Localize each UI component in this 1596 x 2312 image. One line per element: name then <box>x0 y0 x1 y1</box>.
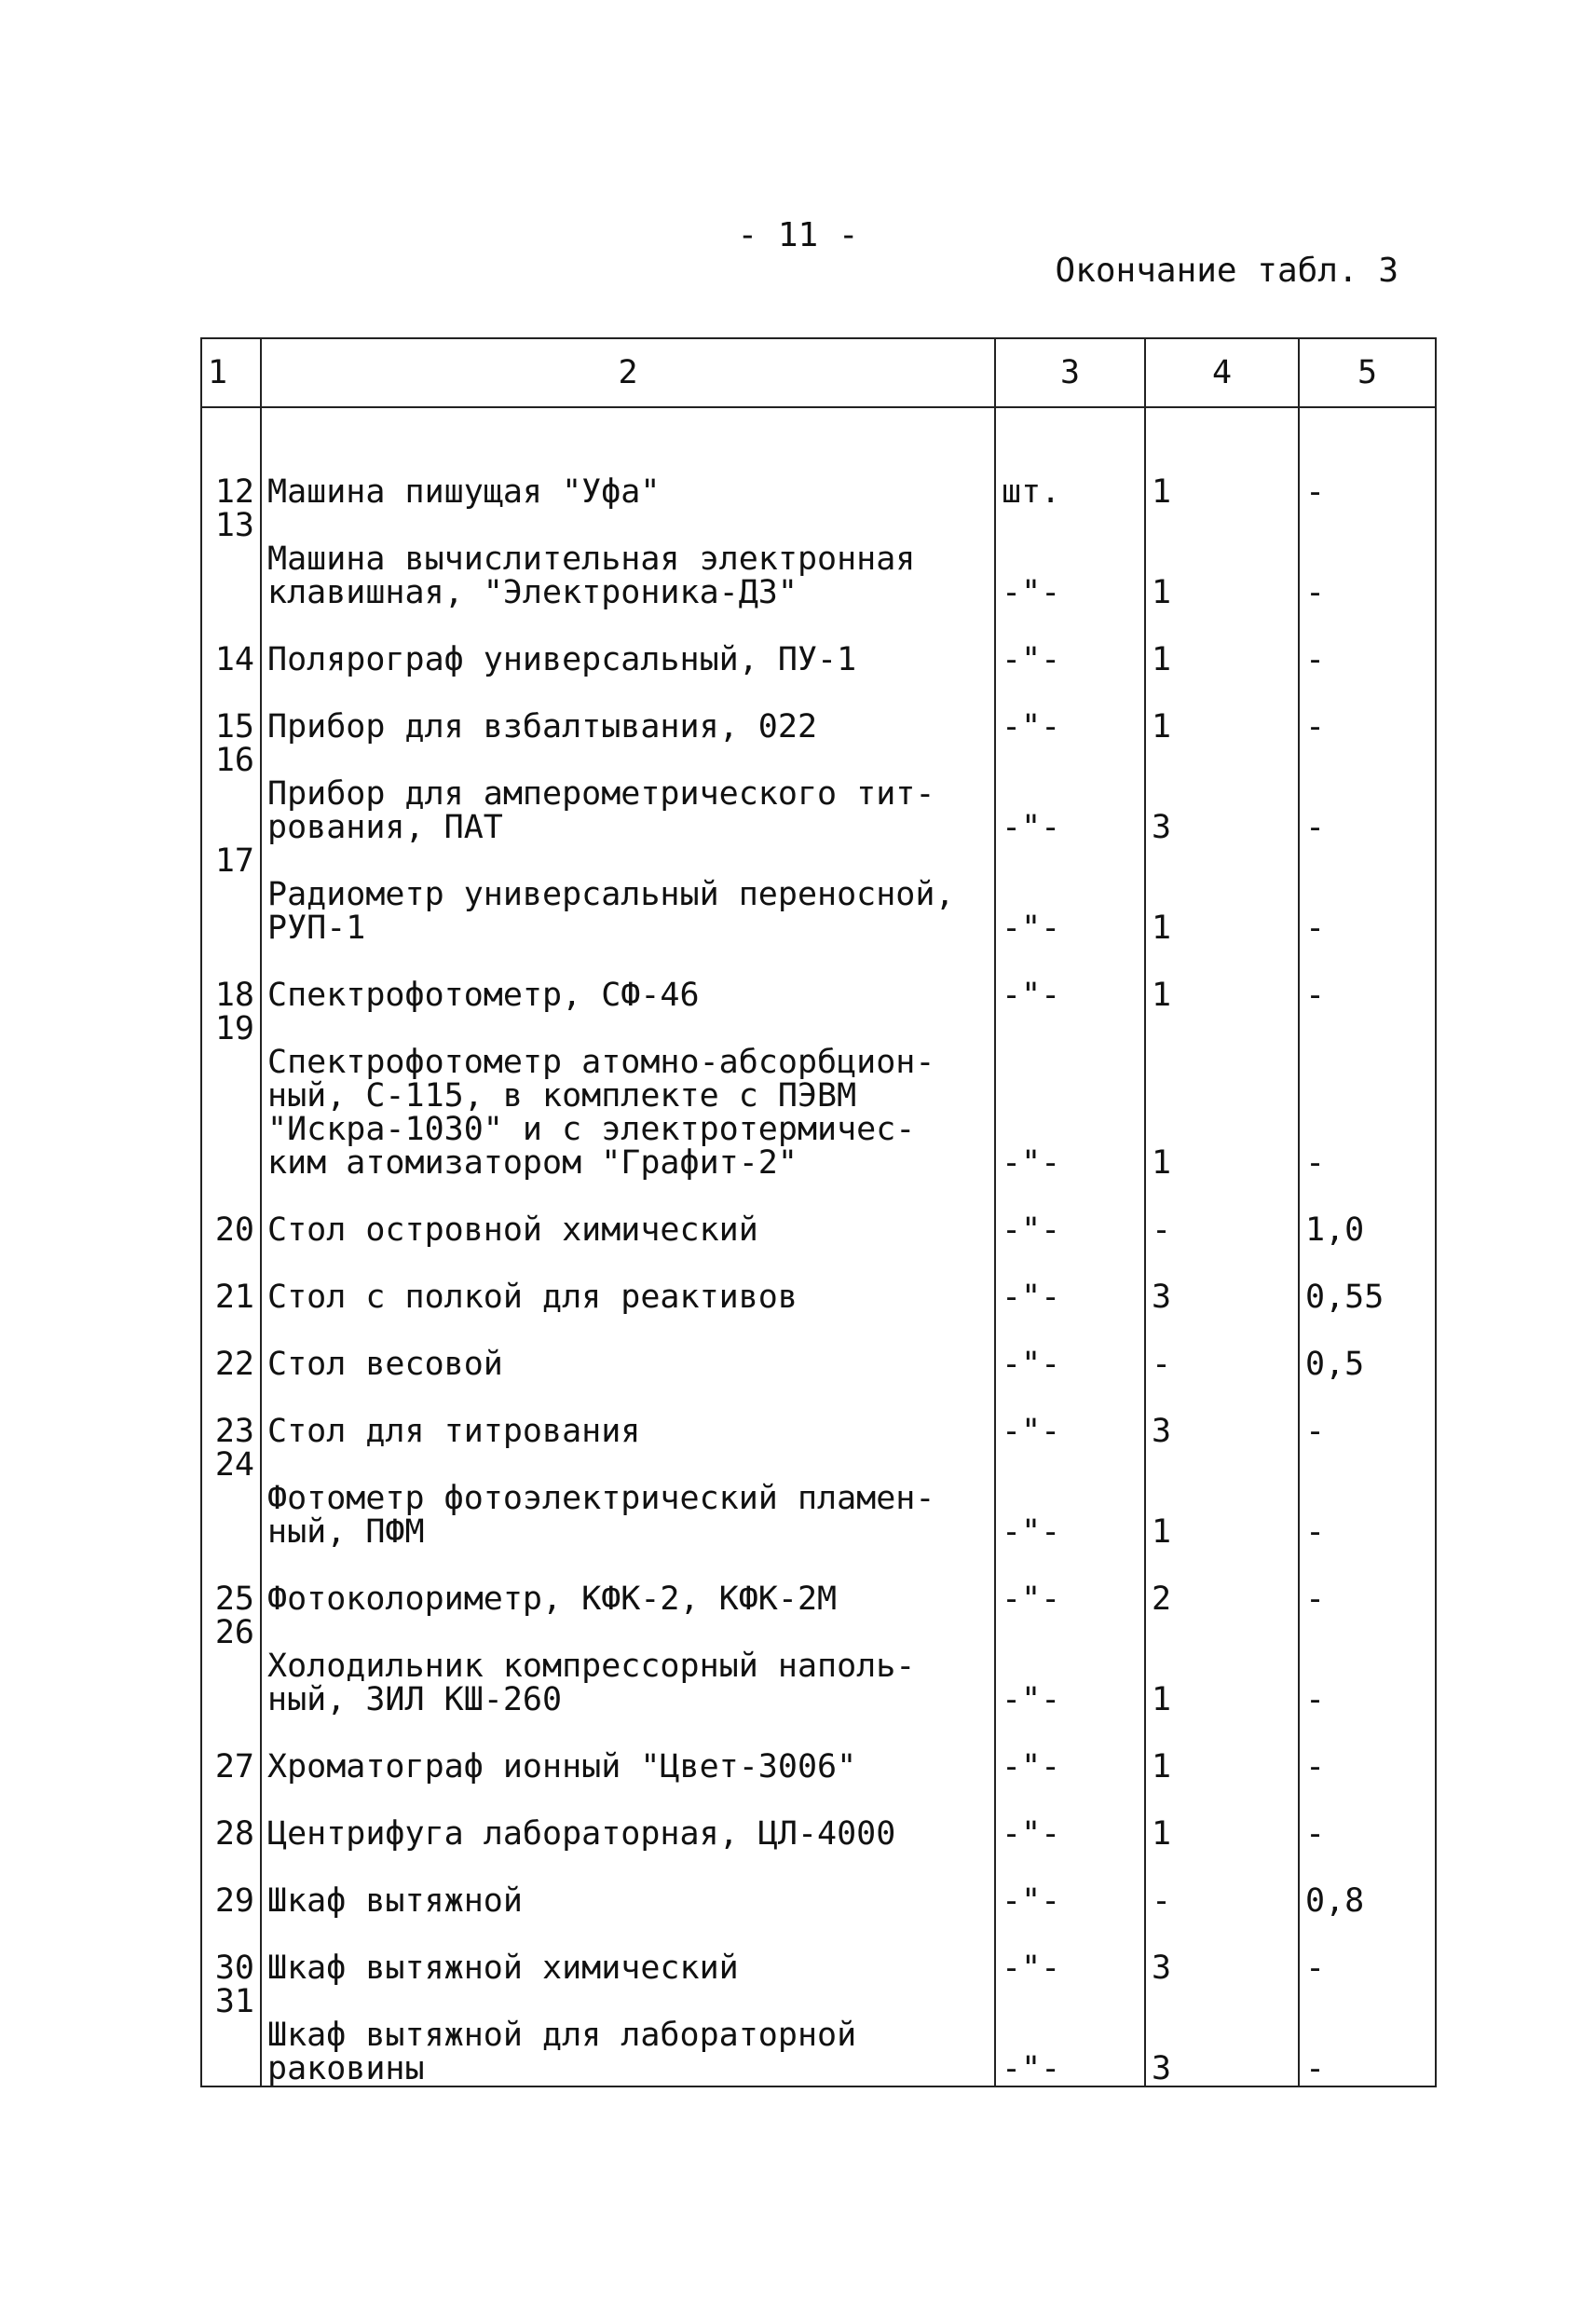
item-name <box>261 1918 995 1985</box>
item-name-line: РУП-1 <box>267 910 366 947</box>
item-name <box>261 1717 995 1784</box>
item-name-line: Прибор для амперометрического тит- <box>267 775 935 813</box>
unit-of-measure: -"- <box>995 1784 1145 1851</box>
item-name <box>261 1180 995 1247</box>
unit-of-measure: -"- <box>995 1314 1145 1381</box>
row-number: 31 <box>201 1985 261 2086</box>
table-row <box>201 1549 1436 1616</box>
item-name <box>261 744 995 844</box>
row-number: 14 <box>201 609 261 677</box>
item-name <box>261 677 995 744</box>
table-row <box>201 1985 1436 2086</box>
item-name-line: Машина вычислительная электронная <box>267 540 916 578</box>
item-name-line: "Искра-1030" и с электротермичес- <box>267 1111 916 1148</box>
unit-of-measure: -"- <box>995 1918 1145 1985</box>
row-number: 13 <box>201 509 261 609</box>
area-value: - <box>1299 744 1436 844</box>
unit-of-measure: -"- <box>995 1985 1145 2086</box>
quantity: 1 <box>1145 1616 1299 1717</box>
unit-of-measure: -"- <box>995 509 1145 609</box>
unit-of-measure: -"- <box>995 1717 1145 1784</box>
table-row <box>201 1717 1436 1784</box>
row-number: 29 <box>201 1851 261 1918</box>
item-name <box>261 844 995 945</box>
item-name-line: Центрифуга лабораторная, ЦЛ-4000 <box>267 1815 896 1853</box>
table-row <box>201 1851 1436 1918</box>
unit-of-measure: -"- <box>995 1247 1145 1314</box>
row-number: 22 <box>201 1314 261 1381</box>
item-name-line: Радиометр универсальный переносной, <box>267 876 955 913</box>
area-value: - <box>1299 1784 1436 1851</box>
row-number: 26 <box>201 1616 261 1717</box>
column-header-1: 1 <box>201 338 261 407</box>
area-value: - <box>1299 1549 1436 1616</box>
item-name-line: Стол весовой <box>267 1346 503 1383</box>
item-name-line: клавишная, "Электроника-ДЗ" <box>267 574 798 611</box>
item-name-line: Фотоколориметр, КФК-2, КФК-2М <box>267 1580 838 1618</box>
item-name <box>261 1851 995 1918</box>
spacer-cell <box>1145 407 1299 442</box>
quantity: - <box>1145 1180 1299 1247</box>
item-name-line: Машина пишущая "Уфа" <box>267 473 661 511</box>
item-name-line: ный, ПФМ <box>267 1513 425 1551</box>
column-header-3: 3 <box>995 338 1145 407</box>
table-row <box>201 1918 1436 1985</box>
area-value: - <box>1299 1717 1436 1784</box>
spacer-cell <box>261 407 995 442</box>
unit-of-measure: -"- <box>995 1549 1145 1616</box>
item-name <box>261 1247 995 1314</box>
table-row <box>201 609 1436 677</box>
item-name-line: Холодильник компрессорный наполь- <box>267 1648 916 1685</box>
item-name-line: Шкаф вытяжной для лабораторной <box>267 2017 857 2054</box>
area-value: - <box>1299 1448 1436 1549</box>
area-value: 0,55 <box>1299 1247 1436 1314</box>
item-name-line: раковины <box>267 2050 425 2087</box>
quantity: - <box>1145 1314 1299 1381</box>
item-name <box>261 1381 995 1448</box>
quantity: 1 <box>1145 609 1299 677</box>
table-row <box>201 1180 1436 1247</box>
row-number: 25 <box>201 1549 261 1616</box>
table-row <box>201 744 1436 844</box>
area-value: - <box>1299 844 1436 945</box>
row-number: 30 <box>201 1918 261 1985</box>
item-name <box>261 509 995 609</box>
quantity: 1 <box>1145 844 1299 945</box>
quantity: 1 <box>1145 1717 1299 1784</box>
table-row <box>201 1012 1436 1180</box>
area-value: - <box>1299 945 1436 1012</box>
table-row <box>201 844 1436 945</box>
quantity: 3 <box>1145 744 1299 844</box>
quantity: 2 <box>1145 1549 1299 1616</box>
table-row <box>201 1381 1436 1448</box>
quantity: 3 <box>1145 1247 1299 1314</box>
row-number: 24 <box>201 1448 261 1549</box>
table-row <box>201 509 1436 609</box>
column-header-2: 2 <box>261 338 995 407</box>
item-name-line: Спектрофотометр атомно-абсорбцион- <box>267 1044 935 1081</box>
unit-of-measure: -"- <box>995 1012 1145 1180</box>
row-number: 23 <box>201 1381 261 1448</box>
row-number: 16 <box>201 744 261 844</box>
unit-of-measure: -"- <box>995 844 1145 945</box>
row-number: 15 <box>201 677 261 744</box>
item-name-line: рования, ПАТ <box>267 809 503 846</box>
spacer-cell <box>201 407 261 442</box>
row-number: 21 <box>201 1247 261 1314</box>
item-name <box>261 1012 995 1180</box>
item-name-line: Полярограф универсальный, ПУ-1 <box>267 641 857 678</box>
unit-of-measure: -"- <box>995 1448 1145 1549</box>
area-value: - <box>1299 1918 1436 1985</box>
unit-of-measure: -"- <box>995 1381 1145 1448</box>
spacer-row <box>201 407 1436 442</box>
item-name-line: Шкаф вытяжной химический <box>267 1949 739 1987</box>
spacer-cell <box>995 407 1145 442</box>
quantity: 1 <box>1145 509 1299 609</box>
item-name-line: Стол с полкой для реактивов <box>267 1279 798 1316</box>
item-name <box>261 1314 995 1381</box>
quantity: 1 <box>1145 1448 1299 1549</box>
quantity: 1 <box>1145 442 1299 509</box>
area-value: 1,0 <box>1299 1180 1436 1247</box>
unit-of-measure: -"- <box>995 609 1145 677</box>
area-value: - <box>1299 442 1436 509</box>
item-name-line: ный, ЗИЛ КШ-260 <box>267 1681 563 1718</box>
row-number: 20 <box>201 1180 261 1247</box>
area-value: - <box>1299 1381 1436 1448</box>
item-name <box>261 1448 995 1549</box>
unit-of-measure: -"- <box>995 677 1145 744</box>
item-name <box>261 1985 995 2086</box>
unit-of-measure: -"- <box>995 1616 1145 1717</box>
row-number: 27 <box>201 1717 261 1784</box>
area-value: - <box>1299 1616 1436 1717</box>
row-number: 17 <box>201 844 261 945</box>
unit-of-measure: шт. <box>995 442 1145 509</box>
column-header-5: 5 <box>1299 338 1436 407</box>
table-row <box>201 677 1436 744</box>
area-value: - <box>1299 1985 1436 2086</box>
unit-of-measure: -"- <box>995 1180 1145 1247</box>
item-name <box>261 1784 995 1851</box>
item-name-line: Спектрофотометр, СФ-46 <box>267 977 700 1014</box>
table-body <box>201 407 1436 2086</box>
quantity: - <box>1145 1851 1299 1918</box>
quantity: 1 <box>1145 1012 1299 1180</box>
table-row <box>201 1247 1436 1314</box>
item-name-line: Стол островной химический <box>267 1211 758 1249</box>
item-name <box>261 442 995 509</box>
area-value: - <box>1299 1012 1436 1180</box>
table-row <box>201 1314 1436 1381</box>
unit-of-measure: -"- <box>995 1851 1145 1918</box>
item-name-line: Шкаф вытяжной <box>267 1882 523 1920</box>
table-row <box>201 1448 1436 1549</box>
row-number: 28 <box>201 1784 261 1851</box>
quantity: 3 <box>1145 1381 1299 1448</box>
column-header-4: 4 <box>1145 338 1299 407</box>
area-value: - <box>1299 509 1436 609</box>
item-name <box>261 1549 995 1616</box>
table-row <box>201 1784 1436 1851</box>
quantity: 1 <box>1145 677 1299 744</box>
item-name-line: ким атомизатором "Графит-2" <box>267 1144 798 1182</box>
area-value: 0,5 <box>1299 1314 1436 1381</box>
table-caption: Окончание табл. 3 <box>1055 252 1398 290</box>
item-name-line: ный, С-115, в комплекте с ПЭВМ <box>267 1077 857 1115</box>
table-row <box>201 945 1436 1012</box>
table-row <box>201 1616 1436 1717</box>
equipment-table <box>200 337 1437 2087</box>
area-value: - <box>1299 609 1436 677</box>
item-name-line: Стол для титрования <box>267 1413 641 1450</box>
area-value: 0,8 <box>1299 1851 1436 1918</box>
item-name-line: Хроматограф ионный "Цвет-3006" <box>267 1748 857 1785</box>
item-name <box>261 945 995 1012</box>
item-name-line: Прибор для взбалтывания, 022 <box>267 708 818 746</box>
quantity: 3 <box>1145 1985 1299 2086</box>
row-number: 19 <box>201 1012 261 1180</box>
page-number: - 11 - <box>737 216 859 254</box>
quantity: 1 <box>1145 1784 1299 1851</box>
unit-of-measure: -"- <box>995 945 1145 1012</box>
row-number: 12 <box>201 442 261 509</box>
unit-of-measure: -"- <box>995 744 1145 844</box>
quantity: 3 <box>1145 1918 1299 1985</box>
quantity: 1 <box>1145 945 1299 1012</box>
item-name-line: Фотометр фотоэлектрический пламен- <box>267 1480 935 1517</box>
header-row <box>201 338 1436 407</box>
area-value: - <box>1299 677 1436 744</box>
row-number: 18 <box>201 945 261 1012</box>
item-name <box>261 609 995 677</box>
item-name <box>261 1616 995 1717</box>
table-row <box>201 442 1436 509</box>
spacer-cell <box>1299 407 1436 442</box>
